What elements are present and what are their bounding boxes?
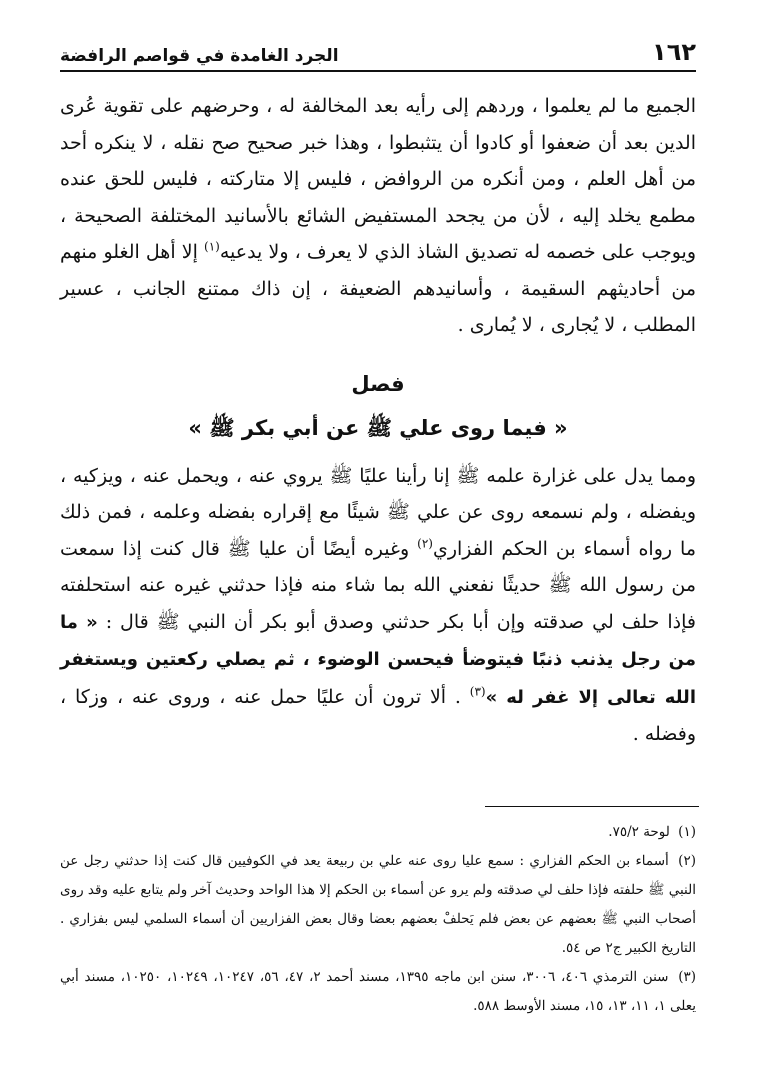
main-text: [60, 88, 696, 753]
footnote-text: رجل عن النبي ﷺ حلفته فإذا حلف لي صدقته ولم يرو عن أسماء بن الحكم إلا هذا الواحد وحديث: [60, 853, 696, 898]
text-line: على خصمه له تصديق الشاذ الذي لا يعرف ، ولا يدعيه: [219, 241, 636, 263]
footnote-ref-3[interactable]: (٣): [469, 684, 486, 699]
text-line: أحاديثهم السقيمة ، وأسانيدهم الضعيفة ، إن ذاك ممتنع الجانب ، عسير المطلب ، لا: [60, 277, 696, 336]
text-line: سمعت من رسول الله ﷺ حديثًا نفعني الله بما شاء منه فإذا حدثني غيره عنه: [60, 537, 696, 596]
footnote-ref-2[interactable]: (٢): [417, 536, 433, 551]
section-subheading: « فيما روى علي ﷺ عن أبي بكر ﷺ »: [188, 415, 568, 440]
running-title: الجرد الغامدة في قواصم الرافضة: [60, 46, 339, 66]
footnote-separator: [485, 806, 699, 807]
text-line: . ألا ترون أن عليًا حمل عنه ، وروى عنه ، وزكا ، وفضله .: [60, 685, 696, 745]
footnote-text: سنن الترمذي ٤٠٦، ٣٠٠٦، سنن ابن ماجه ١٣٩٥، مسند أحمد ٢، ٤٧، ٥٦، ١٠٢٤٧،: [213, 969, 669, 985]
footnote-text: أسماء بن الحكم الفزاري : سمع عليا روى عنه علي بن ربيعة يعد في الكوفيين قال كنت إذا حدثني: [114, 853, 669, 869]
page-header: [60, 26, 696, 72]
text-line: ويزكيه ، ويفضله ، ولم نسمعه روى عن علي ﷺ شيئًا مع إقراره بفضله وعلمه ، فمن: [60, 464, 696, 523]
text-line: وغيره أيضًا أن عليا ﷺ قال كنت إذا: [122, 537, 410, 560]
footnote-3: [60, 963, 696, 1021]
page-number: ١٦٢: [652, 38, 696, 66]
section-heading: فصل: [351, 371, 405, 396]
footnote-1: [60, 818, 696, 847]
footnote-text: بعض الفزاريين أن أسماء السلمي ليس بفزاري . التاريخ الكبير ج٢ ص ٥٤.: [60, 911, 696, 956]
paragraph-1: [60, 88, 696, 344]
footnote-text: ١٠٢٤٩، ١٠٢٥٠، مسند أبي يعلى ١، ١١، ١٣، ١٥، مسند الأوسط ٥٨٨.: [60, 969, 696, 1014]
footnote-text: آخر ولم يتابع عليه وقد روى أصحاب النبي ﷺ بعضهم عن بعض فلم يَحلفْ بعضهم بعضا وقال: [60, 882, 696, 927]
text-line: الجميع ما لم يعلموا ، وردهم إلى رأيه بعد المخالفة له ، وحرضهم على تقوية عُرى الدين: [60, 95, 696, 154]
footnote-ref-1[interactable]: (١): [204, 239, 220, 254]
hadith-quote: « ما من رجل يذنب ذنبًا فيتوضأ فيحسن الوضوء ، ثم يصلي ركعتين ويستغفر الله تعالى إلا غفر له »: [60, 611, 696, 708]
text-line: بعد أن ضعفوا أو كادوا أن يتثبطوا ، وهذا خبر صحيح صح نقله ، لا ينكره أحد من: [60, 131, 696, 190]
footnote-number: (١): [678, 824, 696, 840]
footnote-2: [60, 847, 696, 963]
text-line: استحلفته فإذا حلف لي صدقته وإن أبا بكر حدثني وصدق أبو بكر أن النبي ﷺ قال :: [60, 574, 696, 633]
footnote-number: (٣): [678, 969, 697, 985]
text-line: أهل العلم ، ومن أنكره من الروافض ، فليس إلا متاركته ، فليس للحق عنده مطمع: [60, 168, 696, 227]
footnote-text: لوحة ٧٥/٢.: [608, 824, 670, 840]
paragraph-2: [60, 458, 696, 753]
footnotes: [60, 818, 696, 1021]
text-line: يخلد إليه ، لأن من يجحد المستفيض الشائع بالأسانيد المختلفة الصحيحة ، ويوجب: [60, 204, 696, 263]
text-line: إلا أهل الغلو منهم من: [60, 241, 696, 300]
text-line: ومما يدل على غزارة علمه ﷺ إنا رأينا عليًا ﷺ يروي عنه ، ويحمل عنه ،: [129, 464, 696, 487]
footnote-number: (٢): [678, 853, 696, 869]
text-line: يُجارى ، لا يُمارى .: [457, 314, 599, 336]
text-line: ذلك ما رواه أسماء بن الحكم الفزاري: [60, 501, 696, 560]
